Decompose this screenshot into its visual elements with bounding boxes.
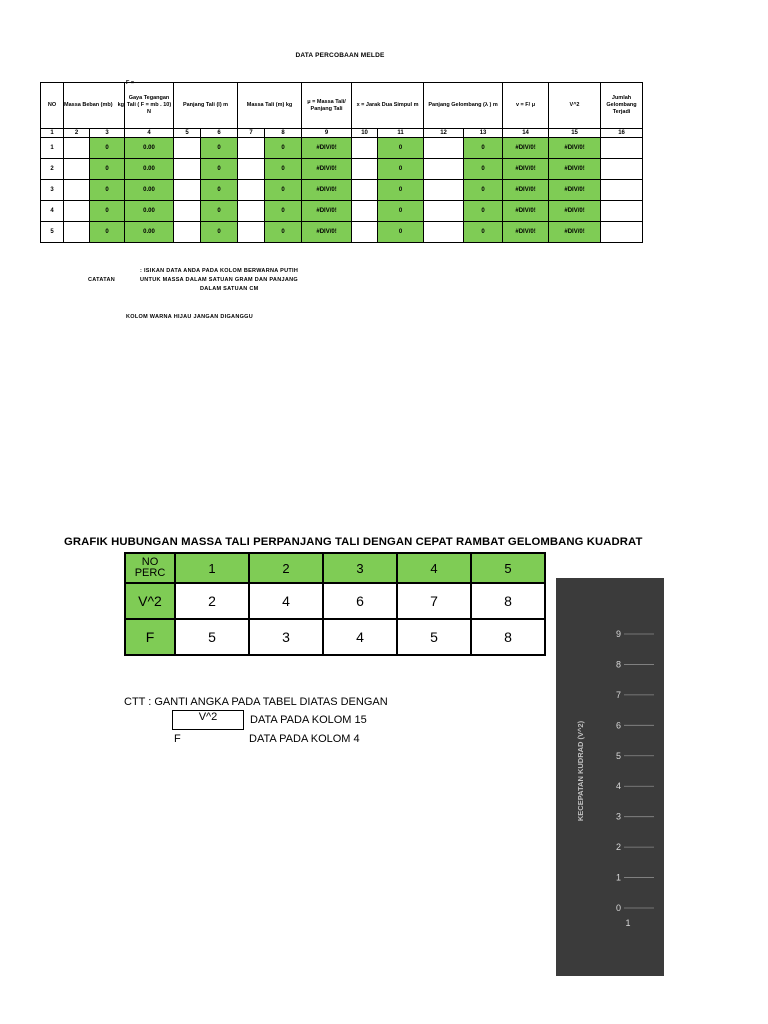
computed-cell: 0 xyxy=(265,222,302,243)
column-number: 6 xyxy=(201,129,238,138)
column-number: 10 xyxy=(352,129,378,138)
computed-cell: #DIV/0! xyxy=(549,180,601,201)
header-massa-beban xyxy=(64,83,125,129)
header-massa-beban-label: Massa Beban (mb) xyxy=(64,102,113,108)
computed-cell: 0 xyxy=(90,159,125,180)
computed-cell: #DIV/0! xyxy=(549,222,601,243)
input-cell[interactable] xyxy=(424,138,464,159)
input-cell[interactable] xyxy=(64,201,90,222)
column-number: 8 xyxy=(265,129,302,138)
computed-cell: 0 xyxy=(201,180,238,201)
v2-box: V^2 xyxy=(172,710,244,730)
table-row xyxy=(41,138,643,159)
grafik-f-value[interactable]: 4 xyxy=(323,619,397,655)
chart-ytick-label: 7 xyxy=(615,689,621,700)
header-gaya-prefix: F = xyxy=(126,80,135,86)
grafik-f-label: F xyxy=(125,619,175,655)
column-number: 2 xyxy=(64,129,90,138)
input-cell[interactable] xyxy=(424,201,464,222)
input-cell[interactable] xyxy=(352,201,378,222)
column-number: 13 xyxy=(464,129,503,138)
input-cell[interactable] xyxy=(174,201,201,222)
input-cell[interactable] xyxy=(64,159,90,180)
table-row xyxy=(41,222,643,243)
input-cell[interactable] xyxy=(238,222,265,243)
grafik-v2-value[interactable]: 8 xyxy=(471,583,545,619)
input-cell[interactable] xyxy=(64,138,90,159)
grafik-v2-label: V^2 xyxy=(125,583,175,619)
computed-cell: 0 xyxy=(201,138,238,159)
computed-cell: 0 xyxy=(464,180,503,201)
grafik-v2-value[interactable]: 7 xyxy=(397,583,471,619)
input-cell[interactable] xyxy=(174,159,201,180)
header-massa-tali: Massa Tali (m) kg xyxy=(238,83,302,129)
computed-cell: 0 xyxy=(464,159,503,180)
column-number: 15 xyxy=(549,129,601,138)
computed-cell: #DIV/0! xyxy=(503,180,549,201)
computed-cell: 0 xyxy=(378,222,424,243)
input-cell[interactable] xyxy=(601,159,643,180)
input-cell[interactable] xyxy=(352,138,378,159)
computed-cell: 0.00 xyxy=(125,159,174,180)
chart-xtick-label: 1 xyxy=(625,918,631,928)
input-cell[interactable] xyxy=(64,222,90,243)
header-no: NO xyxy=(41,83,64,129)
computed-cell: 0 xyxy=(464,201,503,222)
computed-cell: 0.00 xyxy=(125,222,174,243)
grafik-number: 5 xyxy=(471,553,545,583)
computed-cell: #DIV/0! xyxy=(549,201,601,222)
header-v: v = F/ μ xyxy=(503,83,549,129)
chart-ytick-label: 2 xyxy=(615,842,621,853)
computed-cell: 0.00 xyxy=(125,138,174,159)
computed-cell: 0 xyxy=(90,138,125,159)
computed-cell: 0.00 xyxy=(125,180,174,201)
row-number: 4 xyxy=(41,201,64,222)
row-number: 1 xyxy=(41,138,64,159)
chart-ytick-label: 4 xyxy=(615,781,621,792)
ctt-line3: DATA PADA KOLOM 4 xyxy=(249,733,360,745)
column-number: 16 xyxy=(601,129,643,138)
input-cell[interactable] xyxy=(238,138,265,159)
computed-cell: 0 xyxy=(90,201,125,222)
input-cell[interactable] xyxy=(424,180,464,201)
input-cell[interactable] xyxy=(238,180,265,201)
computed-cell: 0 xyxy=(378,138,424,159)
column-number: 1 xyxy=(41,129,64,138)
header-v2: V^2 xyxy=(549,83,601,129)
grafik-number: 4 xyxy=(397,553,471,583)
table-row xyxy=(41,159,643,180)
column-number: 5 xyxy=(174,129,201,138)
grafik-number: 1 xyxy=(175,553,249,583)
input-cell[interactable] xyxy=(601,201,643,222)
data-table xyxy=(40,82,643,243)
chart-ytick-label: 3 xyxy=(615,811,621,822)
chart-ytick-label: 6 xyxy=(615,720,621,731)
grafik-v2-value[interactable]: 6 xyxy=(323,583,397,619)
input-cell[interactable] xyxy=(238,159,265,180)
input-cell[interactable] xyxy=(424,159,464,180)
computed-cell: 0 xyxy=(90,222,125,243)
computed-cell: #DIV/0! xyxy=(503,138,549,159)
computed-cell: #DIV/0! xyxy=(503,222,549,243)
chart-ylabel: KECEPATAN KUDRAD (V^2) xyxy=(576,720,585,822)
header-mu: μ = Massa Tali/ Panjang Tali xyxy=(302,83,352,129)
grafik-number: 3 xyxy=(323,553,397,583)
input-cell[interactable] xyxy=(352,222,378,243)
note-line2: UNTUK MASSA DALAM SATUAN GRAM DAN PANJANG xyxy=(140,277,298,283)
computed-cell: 0 xyxy=(378,180,424,201)
column-number: 3 xyxy=(90,129,125,138)
computed-cell: #DIV/0! xyxy=(302,180,352,201)
grafik-v2-value[interactable]: 4 xyxy=(249,583,323,619)
chart-ytick-label: 9 xyxy=(615,629,621,639)
grafik-f-value[interactable]: 5 xyxy=(397,619,471,655)
header-gaya xyxy=(125,80,174,129)
row-number: 3 xyxy=(41,180,64,201)
input-cell[interactable] xyxy=(174,180,201,201)
grafik-table xyxy=(124,552,546,656)
table-row xyxy=(41,201,643,222)
note-line4: KOLOM WARNA HIJAU JANGAN DIGANGGU xyxy=(126,314,254,320)
header-jarak: x = Jarak Dua Simpul m xyxy=(352,83,424,129)
grafik-number: 2 xyxy=(249,553,323,583)
column-number: 14 xyxy=(503,129,549,138)
grafik-v2-value[interactable]: 2 xyxy=(175,583,249,619)
ctt-line1: CTT : GANTI ANGKA PADA TABEL DIATAS DENGAN xyxy=(124,696,388,708)
input-cell[interactable] xyxy=(174,138,201,159)
computed-cell: 0 xyxy=(265,180,302,201)
column-number: 9 xyxy=(302,129,352,138)
input-cell[interactable] xyxy=(424,222,464,243)
computed-cell: 0 xyxy=(464,138,503,159)
grafik-header-label: NO PERC xyxy=(125,553,175,583)
computed-cell: 0 xyxy=(90,180,125,201)
grafik-f-value[interactable]: 5 xyxy=(175,619,249,655)
computed-cell: 0.00 xyxy=(125,201,174,222)
grafik-title: GRAFIK HUBUNGAN MASSA TALI PERPANJANG TALI DENGAN CEPAT RAMBAT GELOMBANG KUADRAT xyxy=(64,536,643,548)
computed-cell: 0 xyxy=(201,222,238,243)
input-cell[interactable] xyxy=(238,201,265,222)
input-cell[interactable] xyxy=(64,180,90,201)
header-massa-beban-unit: kg xyxy=(117,102,124,108)
input-cell[interactable] xyxy=(601,222,643,243)
chart-ytick-label: 8 xyxy=(615,659,621,670)
computed-cell: 0 xyxy=(378,159,424,180)
input-cell[interactable] xyxy=(174,222,201,243)
table-row xyxy=(41,180,643,201)
chart-svg xyxy=(556,578,664,976)
chart-ytick-label: 5 xyxy=(615,750,621,761)
note-line1: : ISIKAN DATA ANDA PADA KOLOM BERWARNA PUTIH xyxy=(140,268,299,274)
computed-cell: 0 xyxy=(464,222,503,243)
computed-cell: 0 xyxy=(378,201,424,222)
chart-ytick-label: 1 xyxy=(615,872,621,883)
ctt-line2: DATA PADA KOLOM 15 xyxy=(250,714,367,726)
computed-cell: #DIV/0! xyxy=(302,222,352,243)
computed-cell: 0 xyxy=(265,138,302,159)
note-catatan-label: CATATAN xyxy=(88,277,116,283)
computed-cell: 0 xyxy=(265,159,302,180)
header-panjang-gelombang: Panjang Gelombang (λ ) m xyxy=(424,83,503,129)
computed-cell: #DIV/0! xyxy=(302,138,352,159)
computed-cell: #DIV/0! xyxy=(549,138,601,159)
input-cell[interactable] xyxy=(601,180,643,201)
page-title: DATA PERCOBAAN MELDE xyxy=(295,52,385,59)
grafik-f-value[interactable]: 8 xyxy=(471,619,545,655)
header-panjang-tali: Panjang Tali (l) m xyxy=(174,83,238,129)
chart-panel xyxy=(556,578,664,976)
row-number: 5 xyxy=(41,222,64,243)
ctt-f-label: F xyxy=(174,733,181,745)
computed-cell: #DIV/0! xyxy=(549,159,601,180)
column-number: 4 xyxy=(125,129,174,138)
input-cell[interactable] xyxy=(352,159,378,180)
note-line3: DALAM SATUAN CM xyxy=(200,286,259,292)
computed-cell: #DIV/0! xyxy=(503,201,549,222)
column-number: 11 xyxy=(378,129,424,138)
header-gaya-label: Gaya Tegangan Tali ( F = mb . 10) N xyxy=(126,95,172,115)
computed-cell: 0 xyxy=(201,201,238,222)
computed-cell: #DIV/0! xyxy=(302,201,352,222)
column-number: 12 xyxy=(424,129,464,138)
column-number: 7 xyxy=(238,129,265,138)
input-cell[interactable] xyxy=(601,138,643,159)
input-cell[interactable] xyxy=(352,180,378,201)
computed-cell: 0 xyxy=(201,159,238,180)
computed-cell: 0 xyxy=(265,201,302,222)
computed-cell: #DIV/0! xyxy=(302,159,352,180)
row-number: 2 xyxy=(41,159,64,180)
computed-cell: #DIV/0! xyxy=(503,159,549,180)
header-jumlah: Jumlah Gelombang Terjadi xyxy=(601,83,643,129)
chart-ytick-label: 0 xyxy=(615,903,621,913)
grafik-f-value[interactable]: 3 xyxy=(249,619,323,655)
